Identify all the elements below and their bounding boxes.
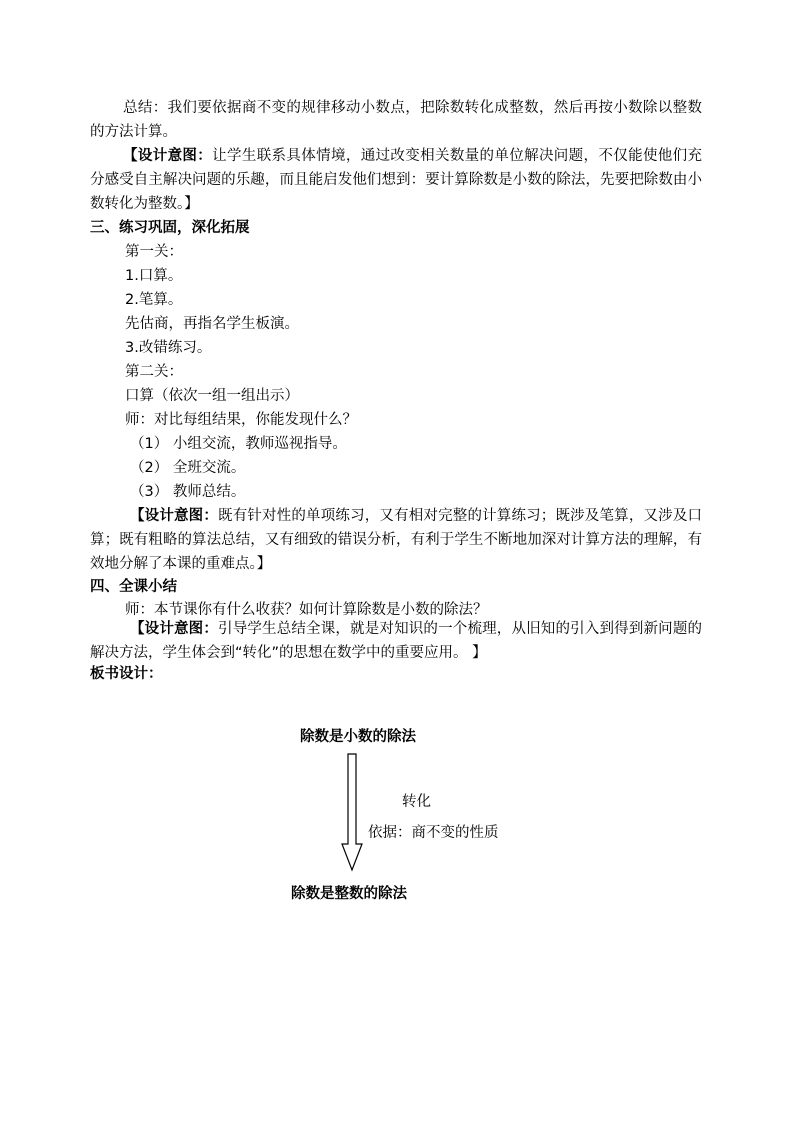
- closing-question: 师：本节课你有什么收获？如何计算除数是小数的除法？: [125, 602, 488, 618]
- arrow-label: 转化: [402, 794, 431, 810]
- summary-paragraph: [90, 97, 702, 145]
- section-4-heading: 四、全课小结: [90, 579, 177, 595]
- list-item: （1） 小组交流，教师巡视指导。: [130, 436, 347, 452]
- design-intent-label: 【设计意图：: [130, 508, 219, 524]
- list-item: 第一关：: [125, 244, 183, 260]
- list-item: 口算（依次一组一组出示）: [125, 388, 299, 404]
- board-design-label: 板书设计：: [90, 666, 163, 682]
- section-3-heading: 三、练习巩固，深化拓展: [90, 220, 250, 236]
- design-intent-text: 让学生联系具体情境，通过改变相关数量的单位解决问题，不仅能使他们充分感受自主解决问题的乐趣，而且能启发他们想到：要计算除数是小数的除法，先要把除数由小数转化为整数。】: [90, 148, 703, 212]
- list-item: （3） 教师总结。: [130, 484, 246, 500]
- list-item: 1.口算。: [125, 268, 183, 284]
- list-item: （2） 全班交流。: [130, 460, 246, 476]
- summary-text: 总结：我们要依据商不变的规律移动小数点，把除数转化成整数，然后再按小数除以整数的方法计算。: [90, 100, 702, 140]
- design-intent-text: 既有针对性的单项练习，又有相对完整的计算练习；既涉及笔算，又涉及口算；既有粗略的算法总结，又有细致的错误分析，有利于学生不断地加深对计算方法的理解，有效地分解了本课的重难点。】: [90, 508, 703, 572]
- design-intent-text: 引导学生总结全课，就是对知识的一个梳理，从旧知的引入到得到新问题的解决方法，学生体会到“转化”的思想在数学中的重要应用。 】: [90, 621, 703, 661]
- design-intent-label: 【设计意图：: [130, 621, 219, 637]
- down-arrow-icon: [340, 752, 370, 872]
- list-item: 师：对比每组结果，你能发现什么？: [125, 412, 357, 428]
- design-intent-paragraph-1: [90, 145, 702, 216]
- design-intent-paragraph-2: [90, 505, 702, 576]
- list-item: 先估商，再指名学生板演。: [125, 316, 299, 332]
- design-intent-label: 【设计意图：: [123, 148, 213, 164]
- board-bottom-text: 除数是整数的除法: [291, 886, 407, 902]
- design-intent-paragraph-3: [90, 618, 702, 666]
- board-top-text: 除数是小数的除法: [300, 729, 416, 745]
- basis-text: 依据：商不变的性质: [368, 825, 499, 841]
- list-item: 2.笔算。: [125, 292, 183, 308]
- list-item: 3.改错练习。: [125, 340, 212, 356]
- list-item: 第二关：: [125, 364, 183, 380]
